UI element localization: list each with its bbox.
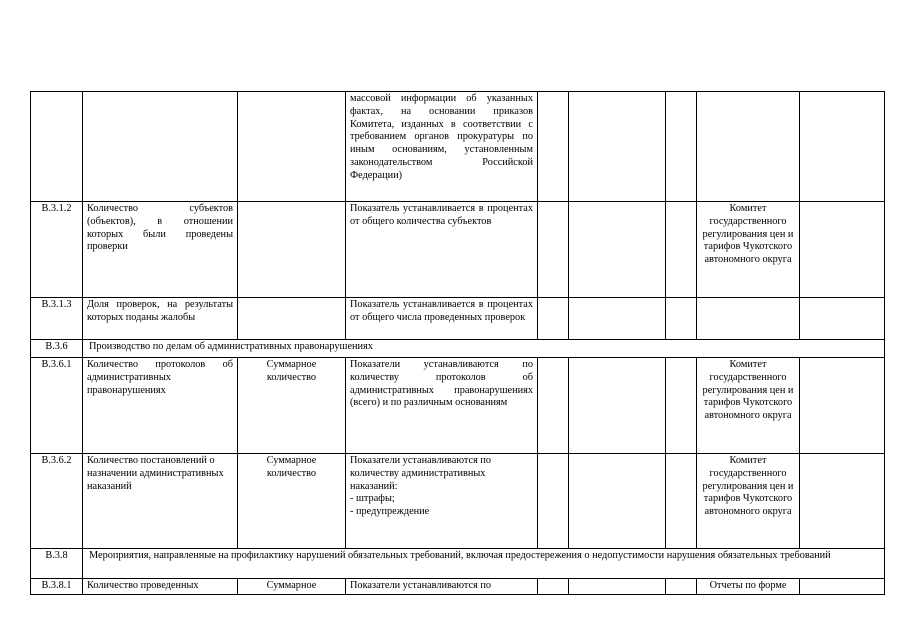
empty-cell xyxy=(800,579,885,595)
empty-cell xyxy=(666,92,697,202)
calculation-method xyxy=(238,298,346,340)
empty-cell xyxy=(800,298,885,340)
indicator-name: Количество протоколов об административных правонарушениях xyxy=(83,358,238,454)
responsible-body xyxy=(697,298,800,340)
responsible-body: Отчеты по форме xyxy=(697,579,800,595)
calculation-method xyxy=(238,202,346,298)
section-title: Мероприятия, направленные на профилактику нарушений обязательных требований, включая предостережения о недопустимости нарушения обязательных требований xyxy=(83,549,885,579)
responsible-body: Комитет государственного регулирования цен и тарифов Чукотского автономного округа xyxy=(697,454,800,549)
indicator-name: Количество проведенных xyxy=(83,579,238,595)
empty-cell xyxy=(666,298,697,340)
empty-cell xyxy=(569,579,666,595)
empty-cell xyxy=(538,92,569,202)
section-row xyxy=(31,549,885,579)
empty-cell xyxy=(569,358,666,454)
table-row xyxy=(31,298,885,340)
empty-cell xyxy=(800,92,885,202)
empty-cell xyxy=(666,358,697,454)
section-number: В.3.6 xyxy=(31,340,83,358)
empty-cell xyxy=(538,454,569,549)
table-row xyxy=(31,92,885,202)
calculation-method: Суммарное количество xyxy=(238,454,346,549)
responsible-body xyxy=(697,92,800,202)
empty-cell xyxy=(569,92,666,202)
indicator-name: Количество субъектов (объектов), в отношении которых были проведены проверки xyxy=(83,202,238,298)
row-number: В.3.6.2 xyxy=(31,454,83,549)
indicator-name xyxy=(83,92,238,202)
empty-cell xyxy=(666,579,697,595)
indicator-name: Количество постановлений о назначении административных наказаний xyxy=(83,454,238,549)
empty-cell xyxy=(666,202,697,298)
table-row xyxy=(31,579,885,595)
empty-cell xyxy=(538,358,569,454)
empty-cell xyxy=(538,579,569,595)
indicator-description: Показатель устанавливается в процентах от общего числа проведенных проверок xyxy=(346,298,538,340)
calculation-method: Суммарное xyxy=(238,579,346,595)
table-row xyxy=(31,202,885,298)
empty-cell xyxy=(538,298,569,340)
section-row xyxy=(31,340,885,358)
empty-cell xyxy=(538,202,569,298)
indicator-description: массовой информации об указанных фактах, на основании приказов Комитета, изданных в соответствии с требованием органов прокуратуры по иным основаниям, установленным законодательством Российской Федерации) xyxy=(346,92,538,202)
empty-cell xyxy=(800,202,885,298)
row-number: В.3.1.3 xyxy=(31,298,83,340)
indicator-description: Показатели устанавливаются по количеству протоколов об административных правонарушениях (всего) и по различным основаниям xyxy=(346,358,538,454)
table-row xyxy=(31,358,885,454)
responsible-body: Комитет государственного регулирования цен и тарифов Чукотского автономного округа xyxy=(697,202,800,298)
indicators-table xyxy=(30,91,885,595)
indicator-description: Показатели устанавливаются по количеству административных наказаний: - штрафы; - предупреждение xyxy=(346,454,538,549)
indicator-description: Показатели устанавливаются по xyxy=(346,579,538,595)
section-number: В.3.8 xyxy=(31,549,83,579)
empty-cell xyxy=(800,454,885,549)
calculation-method xyxy=(238,92,346,202)
row-number: В.3.6.1 xyxy=(31,358,83,454)
empty-cell xyxy=(569,454,666,549)
row-number xyxy=(31,92,83,202)
empty-cell xyxy=(666,454,697,549)
empty-cell xyxy=(569,202,666,298)
indicator-description: Показатель устанавливается в процентах от общего количества субъектов xyxy=(346,202,538,298)
indicator-name: Доля проверок, на результаты которых поданы жалобы xyxy=(83,298,238,340)
table-row xyxy=(31,454,885,549)
row-number: В.3.1.2 xyxy=(31,202,83,298)
row-number: В.3.8.1 xyxy=(31,579,83,595)
responsible-body: Комитет государственного регулирования цен и тарифов Чукотского автономного округа xyxy=(697,358,800,454)
section-title: Производство по делам об административных правонарушениях xyxy=(83,340,885,358)
calculation-method: Суммарное количество xyxy=(238,358,346,454)
empty-cell xyxy=(569,298,666,340)
empty-cell xyxy=(800,358,885,454)
